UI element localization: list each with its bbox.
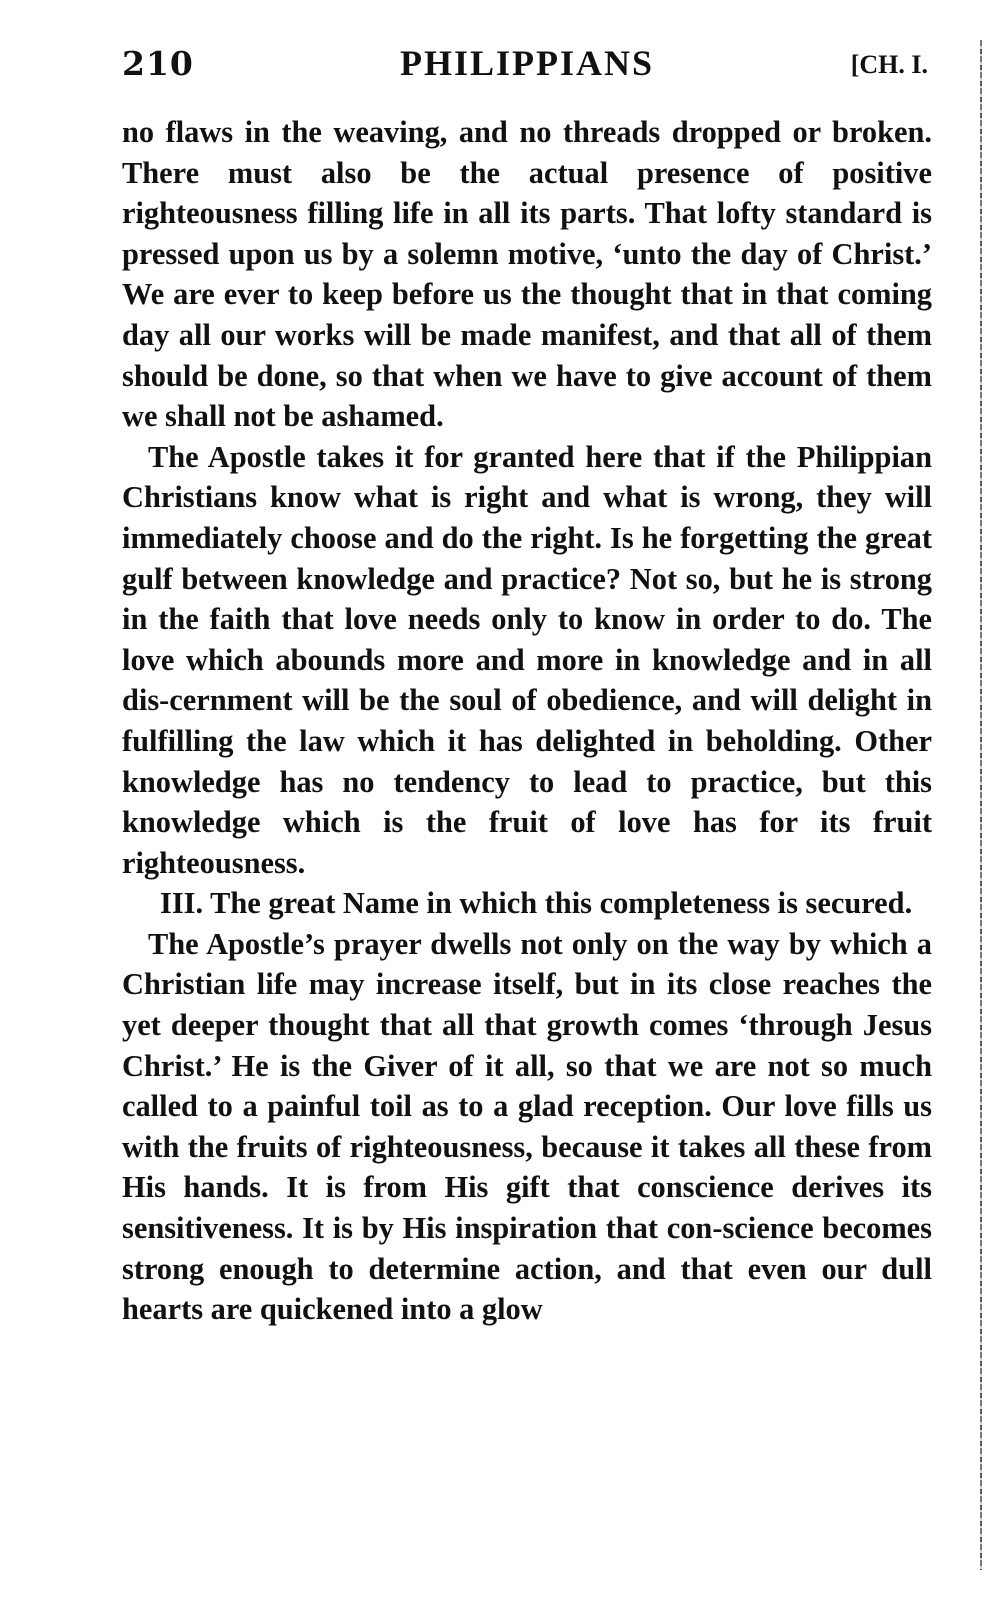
page-number: 210 xyxy=(122,44,194,83)
book-title: PHILIPPIANS xyxy=(399,43,655,83)
section-heading-iii: III. The great Name in which this completeness is secured. xyxy=(160,886,913,921)
paragraph-continuation: no flaws in the weaving, and no threads dropped or broken. There must also be the actual presence of positive righteousness filling life in all its parts. That lofty standard is pressed upon us by a solemn motive, ‘unto the day of Christ.’ We are ever to keep before us the thought that in that coming day all our works will be made manifest, and that all of them should be done, so that when we have to give account of them we shall not be ashamed. xyxy=(122,115,932,434)
running-head xyxy=(122,38,932,88)
body-text xyxy=(122,112,932,1330)
page-edge-shadow xyxy=(980,40,982,1570)
chapter-reference: [CH. I. xyxy=(850,50,928,79)
paragraph-apostle-assumption: The Apostle takes it for granted here that if the Philippian Christians know what is right and what is wrong, they will immediately choose and do the right. Is he forgetting the great gulf between knowledge and practice? Not so, but he is strong in the faith that love needs only to know in order to do. The love which abounds more and more in knowledge and in all dis-cernment will be the soul of obedience, and will delight in fulfilling the law which it has delighted in beholding. Other knowledge has no tendency to lead to practice, but this knowledge which is the fruit of love has for its fruit righteousness. xyxy=(122,439,932,880)
paragraph-apostle-prayer: The Apostle’s prayer dwells not only on the way by which a Christian life may increase itself, but in its close reaches the yet deeper thought that all that growth comes ‘through Jesus Christ.’ He is the Giver of it all, so that we are not so much called to a painful toil as to a glad reception. Our love fills us with the fruits of righteousness, because it takes all these from His hands. It is from His gift that conscience derives its sensitiveness. It is by His inspiration that con-science becomes strong enough to determine action, and that even our dull hearts are quickened into a glow xyxy=(122,926,932,1327)
